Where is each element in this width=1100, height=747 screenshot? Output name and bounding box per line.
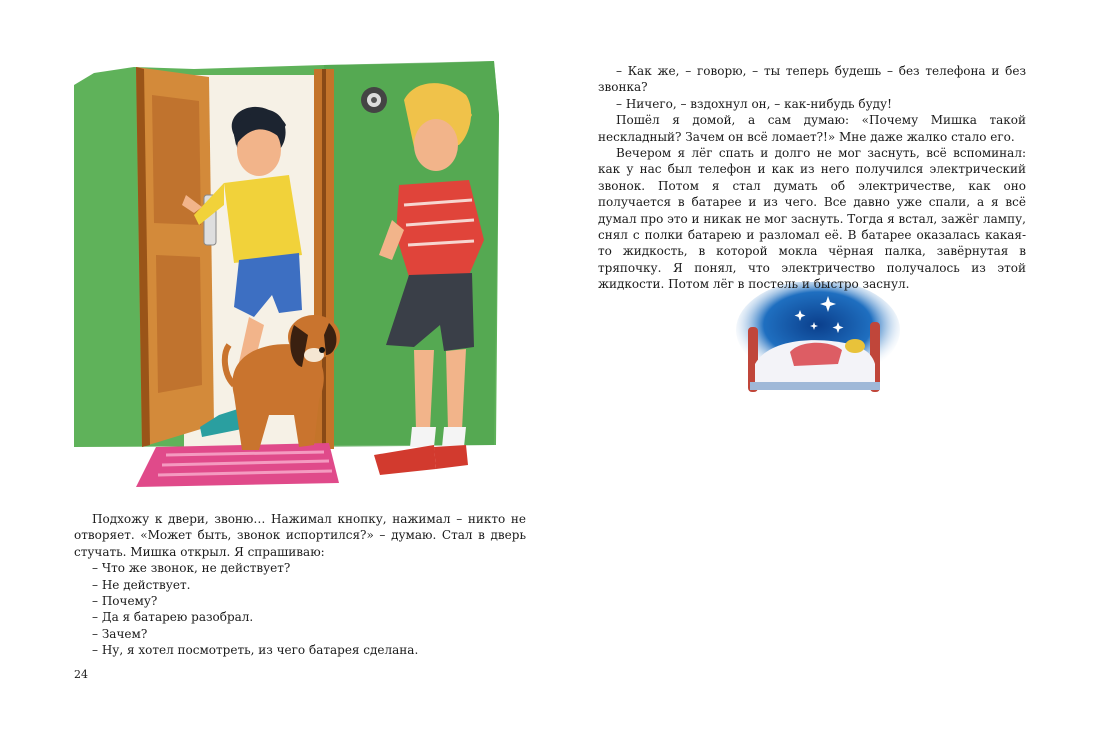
paragraph: Пошёл я домой, а сам думаю: «Почему Мишка такой нескладный? Зачем он всё ломает?!» Мне даже жалко стало его. <box>598 113 1026 144</box>
dialogue-line: – Ну, я хотел посмотреть, из чего батарея сделана. <box>92 643 419 658</box>
dialogue-line: – Да я батарею разобрал. <box>92 610 254 625</box>
paragraph: Подхожу к двери, звоню… Нажимал кнопку, нажимал – никто не отворяет. «Может быть, звонок испортился?» – думаю. Стал в дверь стучать. Мишка открыл. Я спрашиваю: <box>74 512 526 559</box>
dialogue-line: – Не действует. <box>92 577 191 592</box>
dialogue-line: – Ничего, – вздохнул он, – как-нибудь буду! <box>616 96 892 111</box>
right-page-text <box>598 63 1026 293</box>
sleeping-boy-illustration <box>730 282 900 402</box>
dialogue-line: – Почему? <box>92 594 158 609</box>
paragraph: Вечером я лёг спать и долго не мог заснуть, всё вспоминал: как у нас был телефон и как из него получился электрический звонок. Потом я стал думать об электричестве, как оно получается в батарее и из чего. Все давно уже спали, а я всё думал про это и никак не мог заснуть. Тогда я встал, зажёг лампу, снял с полки батарею и разломал её. В батарее оказалась какая-то жидкость, в которой мокла чёрная палка, завёрнутая в тряпочку. Я понял, что электричество получалось из этой жидкости. Потом лёг в постель и быстро заснул. <box>598 146 1026 292</box>
page-number: 24 <box>74 668 88 681</box>
left-page-text <box>74 511 526 659</box>
dialogue-line: – Как же, – говорю, – ты теперь будешь – без телефона и без звонка? <box>598 64 1026 95</box>
dialogue-line: – Что же звонок, не действует? <box>92 561 291 576</box>
door-scene-illustration <box>74 55 504 495</box>
dialogue-line: – Зачем? <box>92 626 148 641</box>
